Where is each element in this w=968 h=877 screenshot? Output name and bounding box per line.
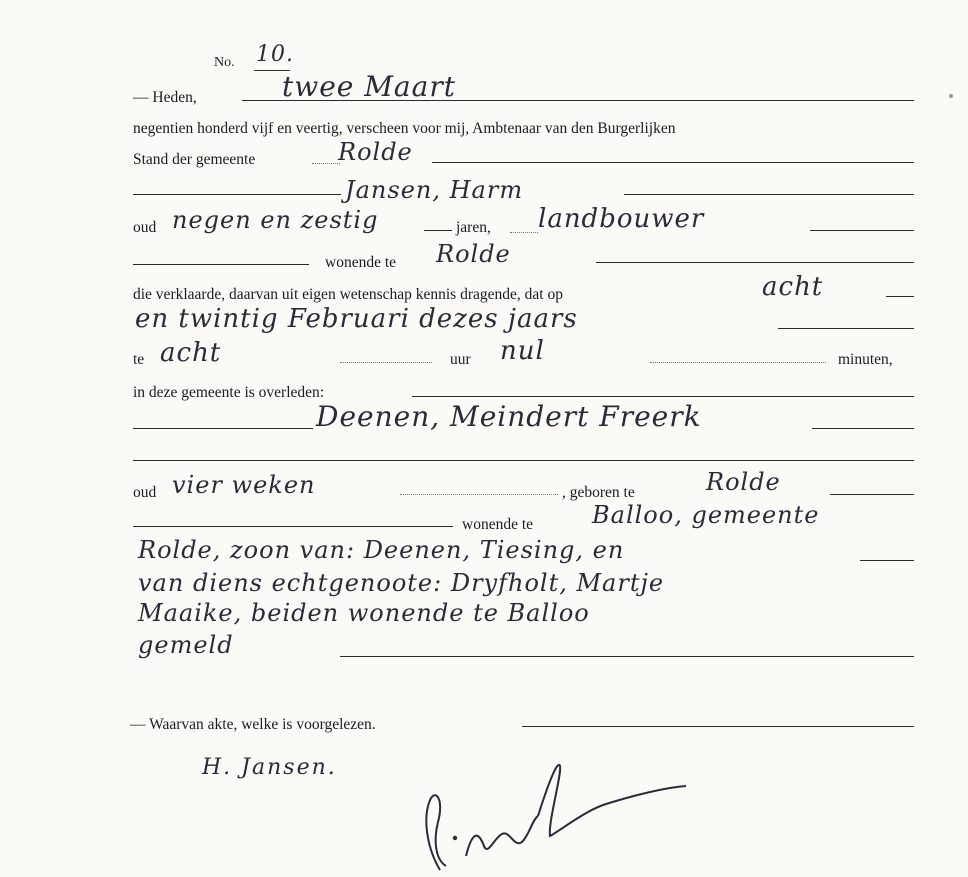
- rule: [624, 194, 914, 195]
- rule: [412, 396, 914, 397]
- rule: [830, 494, 914, 495]
- minuten-label: minuten,: [838, 351, 893, 368]
- heden-rule: [242, 100, 914, 101]
- deceased-age: vier weken: [172, 471, 316, 499]
- declaration-text: die verklaarde, daarvan uit eigen wetenschap kennis dragende, dat op: [133, 286, 563, 303]
- dotline: [400, 494, 558, 495]
- dotline: [340, 362, 432, 363]
- rule: [812, 428, 914, 429]
- rule: [424, 230, 452, 231]
- margin-dot: [945, 90, 957, 102]
- rule: [886, 296, 914, 297]
- dotline: [650, 362, 826, 363]
- dotline: [312, 163, 340, 164]
- heden-label: — Heden,: [133, 89, 197, 106]
- registrar-signature: [400, 760, 700, 877]
- rule: [860, 560, 914, 561]
- rule: [432, 162, 914, 163]
- rule: [810, 230, 914, 231]
- parents-line-4: gemeld: [138, 631, 234, 659]
- deceased-wonende-label: wonende te: [462, 516, 534, 533]
- deceased-residence: Balloo, gemeente: [592, 501, 820, 529]
- declarant-signature: H. Jansen.: [202, 755, 337, 780]
- deceased-name: Deenen, Meindert Freerk: [316, 400, 702, 433]
- overleden-label: in deze gemeente is overleden:: [133, 384, 325, 401]
- rule: [133, 264, 309, 265]
- death-day: acht: [762, 272, 824, 302]
- dotline: [510, 232, 538, 233]
- date-of-record: twee Maart: [282, 70, 456, 103]
- birthplace: Rolde: [706, 468, 781, 496]
- declarant-residence: Rolde: [436, 240, 511, 268]
- rule: [778, 328, 914, 329]
- stand-label: Stand der gemeente: [133, 151, 256, 168]
- declarant-age: negen en zestig: [172, 206, 379, 234]
- age-label: oud: [133, 219, 157, 236]
- uur-label: uur: [450, 351, 471, 368]
- rule: [133, 428, 313, 429]
- death-hour: acht: [160, 338, 222, 368]
- rule: [522, 726, 914, 727]
- te-label: te: [133, 351, 145, 368]
- closing-statement: — Waarvan akte, welke is voorgelezen.: [130, 716, 376, 733]
- jaren-label: jaren,: [456, 219, 491, 236]
- declarant-occupation: landbouwer: [538, 204, 705, 234]
- record-number: 10.: [256, 42, 294, 67]
- wonende-label: wonende te: [325, 254, 397, 271]
- municipality: Rolde: [338, 138, 413, 166]
- parents-line-1: Rolde, zoon van: Deenen, Tiesing, en: [138, 536, 625, 564]
- year-statement: negentien honderd vijf en veertig, verscheen voor mij, Ambtenaar van den Burgerlijken: [133, 120, 676, 137]
- rule: [596, 262, 914, 263]
- deceased-age-label: oud: [133, 484, 157, 501]
- geboren-label: , geboren te: [562, 484, 635, 501]
- death-minutes: nul: [500, 336, 545, 366]
- rule: [133, 526, 453, 527]
- parents-line-3: Maaike, beiden wonende te Balloo: [138, 599, 590, 627]
- rule: [340, 656, 914, 657]
- number-label: No.: [214, 55, 235, 70]
- rule: [133, 460, 914, 461]
- parents-line-2: van diens echtgenoote: Dryfholt, Martje: [138, 569, 665, 597]
- rule: [133, 194, 341, 195]
- death-date-continued: en twintig Februari dezes jaars: [135, 304, 578, 334]
- declarant-name: Jansen, Harm: [345, 176, 524, 204]
